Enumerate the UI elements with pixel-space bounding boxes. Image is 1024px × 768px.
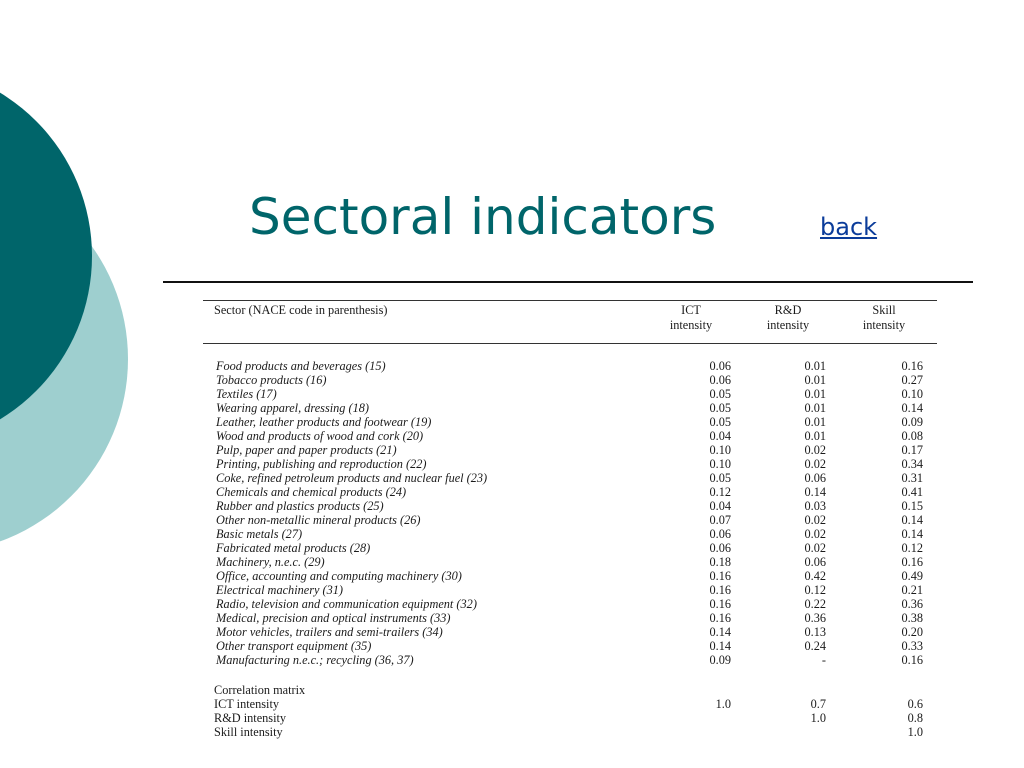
rd-intensity-value: 0.01: [804, 415, 826, 429]
sector-name: Motor vehicles, trailers and semi-trailers (34): [216, 625, 443, 639]
ict-intensity-value: 0.05: [709, 471, 731, 485]
ict-intensity-value: 0.10: [709, 443, 731, 457]
correlation-row: [203, 725, 937, 739]
rd-intensity-value: 0.01: [804, 359, 826, 373]
table-row: [203, 611, 937, 625]
rd-intensity-value: 0.12: [804, 583, 826, 597]
back-link[interactable]: back: [820, 213, 878, 241]
table-row: [203, 555, 937, 569]
correlation-label: ICT intensity: [214, 697, 280, 711]
correlation-title-row: [203, 683, 937, 697]
table-row: [203, 387, 937, 401]
header-sector: Sector (NACE code in parenthesis): [214, 303, 388, 317]
correlation-rd-value: 1.0: [810, 711, 826, 725]
sector-name: Other transport equipment (35): [216, 639, 372, 653]
ict-intensity-value: 0.04: [709, 429, 731, 443]
ict-intensity-value: 0.07: [709, 513, 731, 527]
correlation-title: Correlation matrix: [214, 683, 306, 697]
sector-name: Leather, leather products and footwear (19): [216, 415, 432, 429]
table-row: [203, 415, 937, 429]
correlation-skill-value: 1.0: [907, 725, 923, 739]
ict-intensity-value: 0.04: [709, 499, 731, 513]
skill-intensity-value: 0.21: [901, 583, 923, 597]
skill-intensity-value: 0.36: [901, 597, 923, 611]
rd-intensity-value: 0.02: [804, 527, 826, 541]
ict-intensity-value: 0.12: [709, 485, 731, 499]
table-header: [203, 301, 937, 344]
rd-intensity-value: 0.01: [804, 373, 826, 387]
table-row: [203, 653, 937, 667]
skill-intensity-value: 0.27: [901, 373, 923, 387]
rd-intensity-value: 0.06: [804, 555, 826, 569]
ict-intensity-value: 0.05: [709, 401, 731, 415]
skill-intensity-value: 0.49: [901, 569, 923, 583]
rd-intensity-value: 0.01: [804, 429, 826, 443]
rd-intensity-value: 0.36: [804, 611, 826, 625]
table-row: [203, 499, 937, 513]
sector-name: Food products and beverages (15): [216, 359, 386, 373]
table-row: [203, 583, 937, 597]
sector-name: Machinery, n.e.c. (29): [216, 555, 325, 569]
correlation-skill-value: 0.6: [907, 697, 923, 711]
sector-name: Rubber and plastics products (25): [216, 499, 384, 513]
table-row: [203, 513, 937, 527]
header-skill: [844, 303, 924, 333]
table-row: [203, 471, 937, 485]
ict-intensity-value: 0.10: [709, 457, 731, 471]
sector-name: Pulp, paper and paper products (21): [216, 443, 397, 457]
correlation-row: [203, 697, 937, 711]
correlation-ict-value: 1.0: [715, 697, 731, 711]
skill-intensity-value: 0.33: [901, 639, 923, 653]
sector-name: Textiles (17): [216, 387, 277, 401]
ict-intensity-value: 0.06: [709, 527, 731, 541]
rd-intensity-value: 0.02: [804, 457, 826, 471]
skill-intensity-value: 0.16: [901, 359, 923, 373]
skill-intensity-value: 0.16: [901, 555, 923, 569]
correlation-label: R&D intensity: [214, 711, 287, 725]
sector-name: Manufacturing n.e.c.; recycling (36, 37): [216, 653, 414, 667]
skill-intensity-value: 0.14: [901, 401, 923, 415]
sector-name: Fabricated metal products (28): [216, 541, 371, 555]
skill-intensity-value: 0.09: [901, 415, 923, 429]
ict-intensity-value: 0.06: [709, 373, 731, 387]
correlation-rd-value: 0.7: [810, 697, 826, 711]
slide-title: Sectoral indicators: [249, 188, 717, 246]
table-row: [203, 625, 937, 639]
header-rd-line2: intensity: [766, 318, 810, 332]
rd-intensity-value: 0.13: [804, 625, 826, 639]
skill-intensity-value: 0.20: [901, 625, 923, 639]
skill-intensity-value: 0.16: [901, 653, 923, 667]
skill-intensity-value: 0.41: [901, 485, 923, 499]
rd-intensity-value: 0.01: [804, 387, 826, 401]
table-row: [203, 597, 937, 611]
rd-intensity-value: 0.42: [804, 569, 826, 583]
correlation-skill-value: 0.8: [907, 711, 923, 725]
header-ict-line2: intensity: [669, 318, 713, 332]
ict-intensity-value: 0.06: [709, 541, 731, 555]
title-divider: [163, 281, 973, 283]
skill-intensity-value: 0.31: [901, 471, 923, 485]
sector-name: Basic metals (27): [216, 527, 303, 541]
rd-intensity-value: 0.03: [804, 499, 826, 513]
skill-intensity-value: 0.17: [901, 443, 923, 457]
ict-intensity-value: 0.16: [709, 569, 731, 583]
ict-intensity-value: 0.16: [709, 583, 731, 597]
table-row: [203, 485, 937, 499]
skill-intensity-value: 0.14: [901, 513, 923, 527]
table-row: [203, 359, 937, 373]
rd-intensity-value: 0.01: [804, 401, 826, 415]
sector-name: Medical, precision and optical instruments (33): [216, 611, 451, 625]
sector-name: Coke, refined petroleum products and nuclear fuel (23): [216, 471, 488, 485]
correlation-matrix: [203, 683, 937, 739]
header-ict-line1: ICT: [681, 303, 701, 317]
ict-intensity-value: 0.16: [709, 597, 731, 611]
sector-name: Tobacco products (16): [216, 373, 327, 387]
correlation-row: [203, 711, 937, 725]
rd-intensity-value: 0.14: [804, 485, 826, 499]
sector-name: Printing, publishing and reproduction (22): [216, 457, 427, 471]
table-row: [203, 527, 937, 541]
table-row: [203, 429, 937, 443]
ict-intensity-value: 0.16: [709, 611, 731, 625]
sector-name: Wearing apparel, dressing (18): [216, 401, 370, 415]
rd-intensity-value: 0.02: [804, 513, 826, 527]
ict-intensity-value: 0.18: [709, 555, 731, 569]
correlation-label: Skill intensity: [214, 725, 283, 739]
table-row: [203, 457, 937, 471]
table-row: [203, 373, 937, 387]
sector-indicators-table: [203, 300, 937, 739]
ict-intensity-value: 0.05: [709, 387, 731, 401]
sector-name: Other non-metallic mineral products (26): [216, 513, 421, 527]
ict-intensity-value: 0.09: [709, 653, 731, 667]
skill-intensity-value: 0.08: [901, 429, 923, 443]
rd-intensity-value: 0.02: [804, 541, 826, 555]
header-rd: [748, 303, 828, 333]
skill-intensity-value: 0.12: [901, 541, 923, 555]
rd-intensity-value: 0.02: [804, 443, 826, 457]
ict-intensity-value: 0.14: [709, 639, 731, 653]
sector-name: Radio, television and communication equipment (32): [216, 597, 477, 611]
table-row: [203, 569, 937, 583]
rd-intensity-value: 0.06: [804, 471, 826, 485]
skill-intensity-value: 0.14: [901, 527, 923, 541]
table-row: [203, 541, 937, 555]
sector-name: Wood and products of wood and cork (20): [216, 429, 424, 443]
header-skill-line1: Skill: [872, 303, 896, 317]
header-rd-line1: R&D: [774, 303, 802, 317]
ict-intensity-value: 0.05: [709, 415, 731, 429]
skill-intensity-value: 0.34: [901, 457, 923, 471]
table-row: [203, 401, 937, 415]
sector-name: Office, accounting and computing machinery (30): [216, 569, 462, 583]
ict-intensity-value: 0.06: [709, 359, 731, 373]
rd-intensity-value: 0.22: [804, 597, 826, 611]
table-row: [203, 443, 937, 457]
skill-intensity-value: 0.15: [901, 499, 923, 513]
header-ict: [651, 303, 731, 333]
sector-name: Chemicals and chemical products (24): [216, 485, 407, 499]
table-body: [203, 344, 937, 667]
rd-intensity-value: -: [821, 653, 826, 667]
table-row: [203, 639, 937, 653]
header-skill-line2: intensity: [862, 318, 906, 332]
skill-intensity-value: 0.10: [901, 387, 923, 401]
skill-intensity-value: 0.38: [901, 611, 923, 625]
sector-name: Electrical machinery (31): [216, 583, 344, 597]
ict-intensity-value: 0.14: [709, 625, 731, 639]
rd-intensity-value: 0.24: [804, 639, 826, 653]
